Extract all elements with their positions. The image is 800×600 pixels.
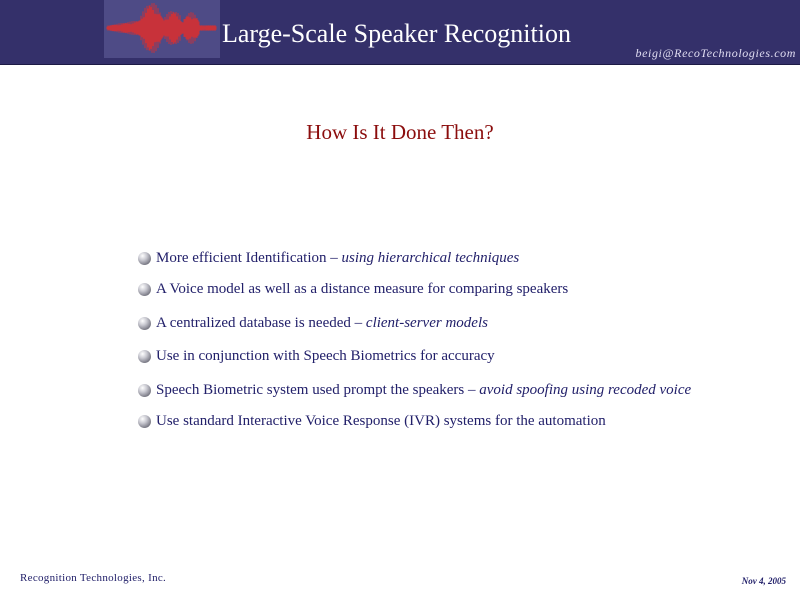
bullet-text — [156, 346, 495, 366]
sphere-bullet-icon — [138, 283, 151, 296]
author-email: beigi@RecoTechnologies.com — [635, 46, 796, 60]
bullet-plain-text: More efficient Identification – — [156, 250, 342, 266]
bullet-text — [156, 248, 519, 268]
bullet-emphasis-text: avoid spoofing using recoded voice — [479, 382, 692, 398]
bullet-plain-text: A centralized database is needed – — [156, 315, 366, 331]
sphere-bullet-icon — [138, 415, 151, 428]
bullet-emphasis-text: using hierarchical techniques — [341, 250, 520, 266]
footer-company: Recognition Technologies, Inc. — [20, 572, 167, 584]
sphere-bullet-icon — [138, 317, 151, 330]
sphere-bullet-icon — [138, 384, 151, 397]
logo — [104, 0, 220, 58]
waveform-icon — [104, 0, 220, 58]
sphere-bullet-icon — [138, 350, 151, 363]
header-band — [0, 0, 800, 65]
bullet-emphasis-text: client-server models — [365, 315, 488, 331]
slide-title: How Is It Done Then? — [306, 120, 494, 144]
bullet-plain-text: Use standard Interactive Voice Response (IVR) systems for the automation — [156, 413, 606, 429]
presentation-title: Large-Scale Speaker Recognition — [222, 19, 571, 48]
footer-date: Nov 4, 2005 — [741, 576, 786, 586]
sphere-bullet-icon — [138, 252, 151, 265]
bullet-text — [156, 411, 606, 431]
bullet-plain-text: Speech Biometric system used prompt the speakers – — [156, 382, 480, 398]
bullet-text — [156, 279, 568, 299]
bullet-text — [156, 380, 691, 400]
bullet-plain-text: A Voice model as well as a distance measure for comparing speakers — [156, 281, 569, 297]
bullet-plain-text: Use in conjunction with Speech Biometrics for accuracy — [156, 348, 495, 364]
bullet-text — [156, 313, 488, 333]
